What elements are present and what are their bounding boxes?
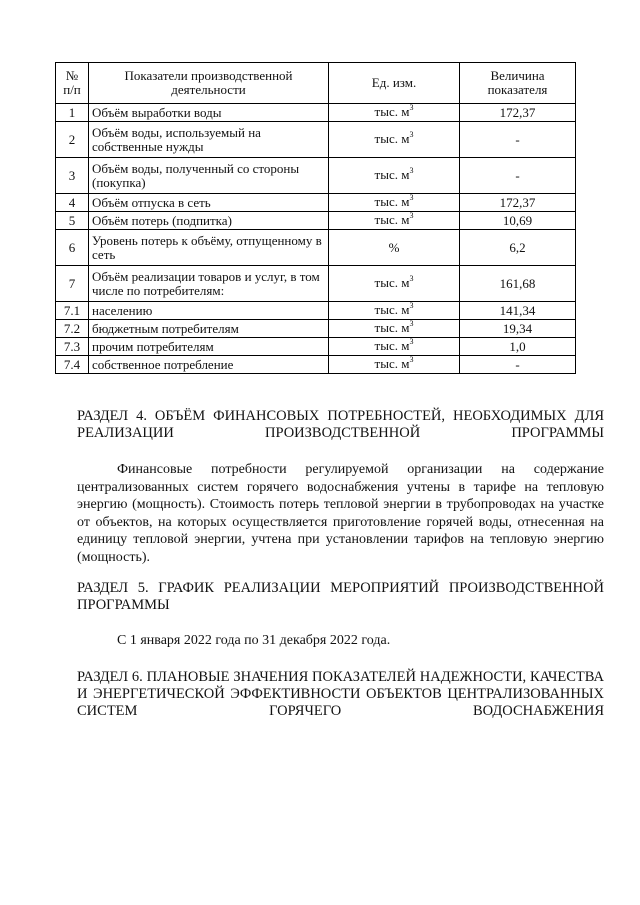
row-value: 172,37 xyxy=(460,194,576,212)
row-unit-text: тыс. м xyxy=(374,301,410,317)
row-number: 6 xyxy=(56,230,89,266)
row-unit xyxy=(329,158,460,194)
row-unit xyxy=(329,122,460,158)
row-number: 1 xyxy=(56,104,89,122)
table-row xyxy=(56,212,576,230)
table-row xyxy=(56,194,576,212)
row-value: 141,34 xyxy=(460,302,576,320)
row-indicator-name: прочим потребителям xyxy=(89,338,329,356)
row-unit xyxy=(329,104,460,122)
row-number: 7.1 xyxy=(56,302,89,320)
row-number: 4 xyxy=(56,194,89,212)
table-row xyxy=(56,302,576,320)
table-body xyxy=(56,104,576,374)
row-value: - xyxy=(460,356,576,374)
header-unit: Ед. изм. xyxy=(329,63,460,104)
section6-heading: РАЗДЕЛ 6. ПЛАНОВЫЕ ЗНАЧЕНИЯ ПОКАЗАТЕЛЕЙ НАДЕЖНОСТИ, КАЧЕСТВА И ЭНЕРГЕТИЧЕСКОЙ ЭФФЕКТИВНОСТИ ОБЪЕКТОВ ЦЕНТРАЛИЗОВАННЫХ СИСТЕМ ГОРЯЧЕГО ВОДОСНАБЖЕНИЯ xyxy=(77,669,604,719)
row-number: 2 xyxy=(56,122,89,158)
row-unit-text: % xyxy=(388,239,400,255)
table-row xyxy=(56,266,576,302)
row-unit xyxy=(329,356,460,374)
row-value: 19,34 xyxy=(460,320,576,338)
table-row xyxy=(56,338,576,356)
row-value: 1,0 xyxy=(460,338,576,356)
row-indicator-name: бюджетным потребителям xyxy=(89,320,329,338)
row-indicator-name: Объём воды, используемый на собственные нужды xyxy=(89,122,329,158)
row-unit-superscript: 3 xyxy=(409,102,414,112)
row-unit-superscript: 3 xyxy=(409,129,414,139)
row-unit xyxy=(329,320,460,338)
row-unit-text: тыс. м xyxy=(374,274,410,290)
row-indicator-name: Объём потерь (подпитка) xyxy=(89,212,329,230)
row-unit-text: тыс. м xyxy=(374,193,410,209)
row-number: 5 xyxy=(56,212,89,230)
row-unit-text: тыс. м xyxy=(374,337,410,353)
table-row xyxy=(56,356,576,374)
row-indicator-name: Объём реализации товаров и услуг, в том числе по потребителям: xyxy=(89,266,329,302)
header-num: № п/п xyxy=(56,63,89,104)
row-indicator-name: собственное потребление xyxy=(89,356,329,374)
row-number: 7.3 xyxy=(56,338,89,356)
row-unit-text: тыс. м xyxy=(374,103,410,119)
row-unit xyxy=(329,230,460,266)
row-number: 3 xyxy=(56,158,89,194)
table-row xyxy=(56,230,576,266)
row-unit xyxy=(329,338,460,356)
row-indicator-name: населению xyxy=(89,302,329,320)
row-unit-superscript: 3 xyxy=(409,192,414,202)
row-unit-text: тыс. м xyxy=(374,130,410,146)
row-unit-superscript: 3 xyxy=(409,318,414,328)
row-unit xyxy=(329,302,460,320)
row-unit-superscript: 3 xyxy=(409,300,414,310)
row-unit-superscript: 3 xyxy=(409,165,414,175)
row-indicator-name: Объём отпуска в сеть xyxy=(89,194,329,212)
row-value: - xyxy=(460,122,576,158)
table-row xyxy=(56,104,576,122)
section5-paragraph: С 1 января 2022 года по 31 декабря 2022 года. xyxy=(117,633,391,648)
header-value: Величина показателя xyxy=(460,63,576,104)
table-row xyxy=(56,158,576,194)
table-row xyxy=(56,122,576,158)
row-value: 161,68 xyxy=(460,266,576,302)
row-unit-superscript: 3 xyxy=(409,354,414,364)
row-unit-text: тыс. м xyxy=(374,355,410,371)
row-indicator-name: Уровень потерь к объёму, отпущенному в сеть xyxy=(89,230,329,266)
section5-heading: РАЗДЕЛ 5. ГРАФИК РЕАЛИЗАЦИИ МЕРОПРИЯТИЙ ПРОИЗВОДСТВЕННОЙ ПРОГРАММЫ xyxy=(77,580,604,613)
row-unit-text: тыс. м xyxy=(374,166,410,182)
row-unit-text: тыс. м xyxy=(374,319,410,335)
section4-heading: РАЗДЕЛ 4. ОБЪЁМ ФИНАНСОВЫХ ПОТРЕБНОСТЕЙ, НЕОБХОДИМЫХ ДЛЯ РЕАЛИЗАЦИИ ПРОИЗВОДСТВЕННОЙ ПРОГРАММЫ xyxy=(77,408,604,441)
row-indicator-name: Объём воды, полученный со стороны (покупка) xyxy=(89,158,329,194)
row-value: 10,69 xyxy=(460,212,576,230)
production-indicators-table xyxy=(55,62,576,374)
row-number: 7 xyxy=(56,266,89,302)
row-unit-superscript: 3 xyxy=(409,273,414,283)
header-indicator: Показатели производственной деятельности xyxy=(89,63,329,104)
row-unit-text: тыс. м xyxy=(374,211,410,227)
table-row xyxy=(56,320,576,338)
section4-paragraph: Финансовые потребности регулируемой организации на содержание централизованных систем горячего водоснабжения учтены в тарифе на тепловую энергию (мощность). Стоимость потерь тепловой энергии в трубопроводах на участке от объектов, на которых осуществляется приготовление горячей воды, отнесенная на единицу тепловой энергии, учтена при установлении тарифов на тепловую энергию (мощность). xyxy=(77,462,604,565)
row-value: 172,37 xyxy=(460,104,576,122)
row-indicator-name: Объём выработки воды xyxy=(89,104,329,122)
row-unit xyxy=(329,212,460,230)
row-number: 7.4 xyxy=(56,356,89,374)
row-unit xyxy=(329,266,460,302)
row-value: - xyxy=(460,158,576,194)
row-value: 6,2 xyxy=(460,230,576,266)
row-unit xyxy=(329,194,460,212)
row-unit-superscript: 3 xyxy=(409,336,414,346)
row-number: 7.2 xyxy=(56,320,89,338)
row-unit-superscript: 3 xyxy=(409,210,414,220)
table-header-row xyxy=(56,63,576,104)
